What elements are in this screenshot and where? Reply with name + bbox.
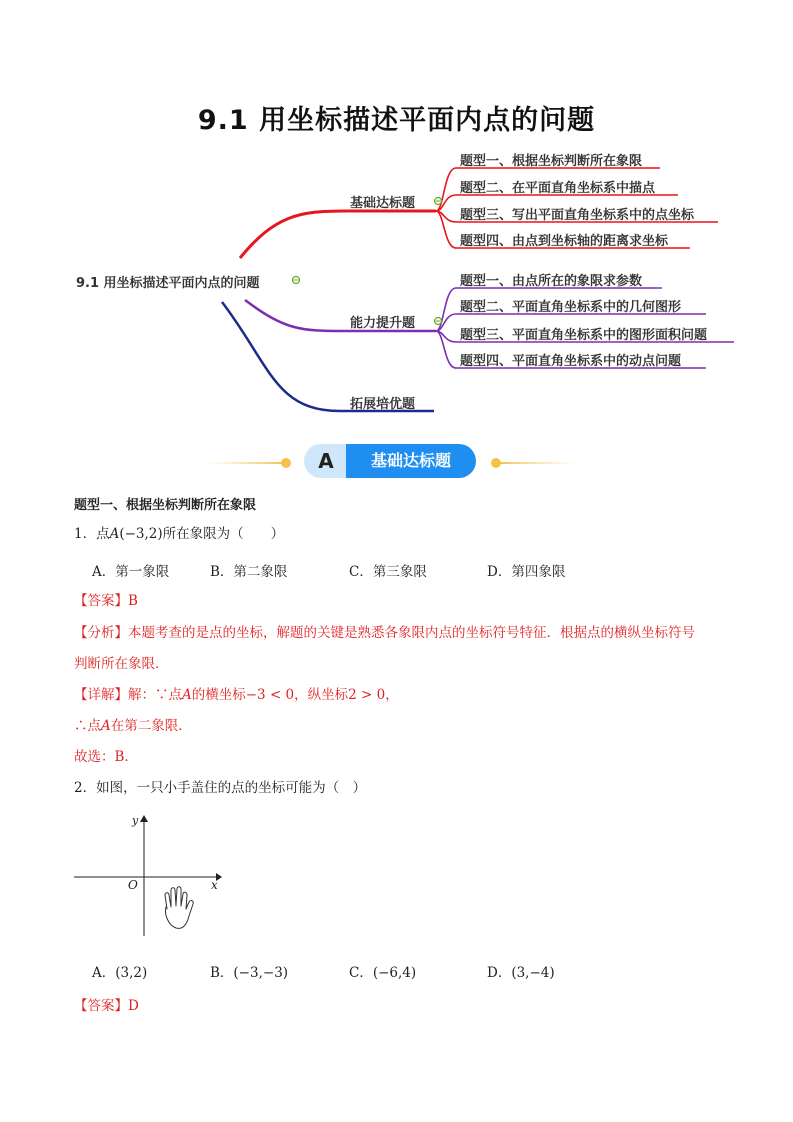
q1-analysis-line1: 【分析】本题考查的是点的坐标，解题的关键是熟悉各象限内点的坐标符号特征．根据点的横纵坐标符号 (74, 625, 695, 641)
mindmap-leaf: 题型二、在平面直角坐标系中描点 (460, 181, 656, 196)
mindmap-leaf: 题型一、根据坐标判断所在象限 (460, 154, 643, 169)
q2-option-b: B．(−3,−3) (210, 965, 289, 981)
mindmap-leaf: 题型四、由点到坐标轴的距离求坐标 (460, 234, 669, 249)
origin-label: O (128, 878, 138, 892)
branch-line-1 (240, 211, 436, 258)
mindmap-root: 9.1 用坐标描述平面内点的问题 (76, 276, 260, 291)
page-title: 9.1 用坐标描述平面内点的问题 (197, 105, 596, 136)
q2-option-a: A．(3,2) (92, 965, 148, 981)
q1-detail: 【详解】解：∵点A的横坐标−3 < 0，纵坐标2 > 0， (74, 687, 399, 703)
q1-answer: 【答案】B (74, 593, 138, 609)
axis-y-label: y (132, 814, 139, 827)
mindmap-leaf: 题型四、平面直角坐标系中的动点问题 (460, 354, 682, 369)
q1-stem: 1．点A(−3,2)所在象限为（ ） (74, 526, 285, 542)
q2-answer: 【答案】D (74, 998, 139, 1014)
q2-stem: 2．如图，一只小手盖住的点的坐标可能为（ ） (74, 780, 367, 796)
q1-choice: 故选：B． (74, 749, 138, 765)
q1-option-b: B．第二象限 (210, 564, 288, 580)
section-heading: 题型一、根据坐标判断所在象限 (74, 498, 257, 513)
banner-title: 基础达标题 (346, 444, 476, 478)
q2-option-c: C．(−6,4) (349, 965, 417, 981)
mindmap-branch-3: 拓展培优题 (350, 397, 416, 412)
mindmap-branch-2: 能力提升题 (350, 316, 416, 331)
axis-x-label: x (211, 878, 218, 892)
q1-option-d: D．第四象限 (487, 564, 566, 580)
q1-analysis-line2: 判断所在象限． (74, 656, 169, 672)
mindmap-branch-1: 基础达标题 (350, 196, 416, 211)
mindmap-leaf: 题型三、写出平面直角坐标系中的点坐标 (460, 208, 695, 223)
banner-letter: A (304, 444, 348, 478)
q1-conclusion: ∴点A在第二象限． (74, 718, 192, 734)
q2-coordinate-figure (70, 810, 230, 940)
mindmap-leaf: 题型二、平面直角坐标系中的几何图形 (460, 300, 682, 315)
mindmap-leaf: 题型一、由点所在的象限求参数 (460, 274, 643, 289)
hand-icon (165, 887, 193, 929)
q1-option-a: A．第一象限 (92, 564, 170, 580)
mindmap-leaf: 题型三、平面直角坐标系中的图形面积问题 (460, 328, 708, 343)
q2-option-d: D．(3,−4) (487, 965, 555, 981)
q1-option-c: C．第三象限 (349, 564, 427, 580)
